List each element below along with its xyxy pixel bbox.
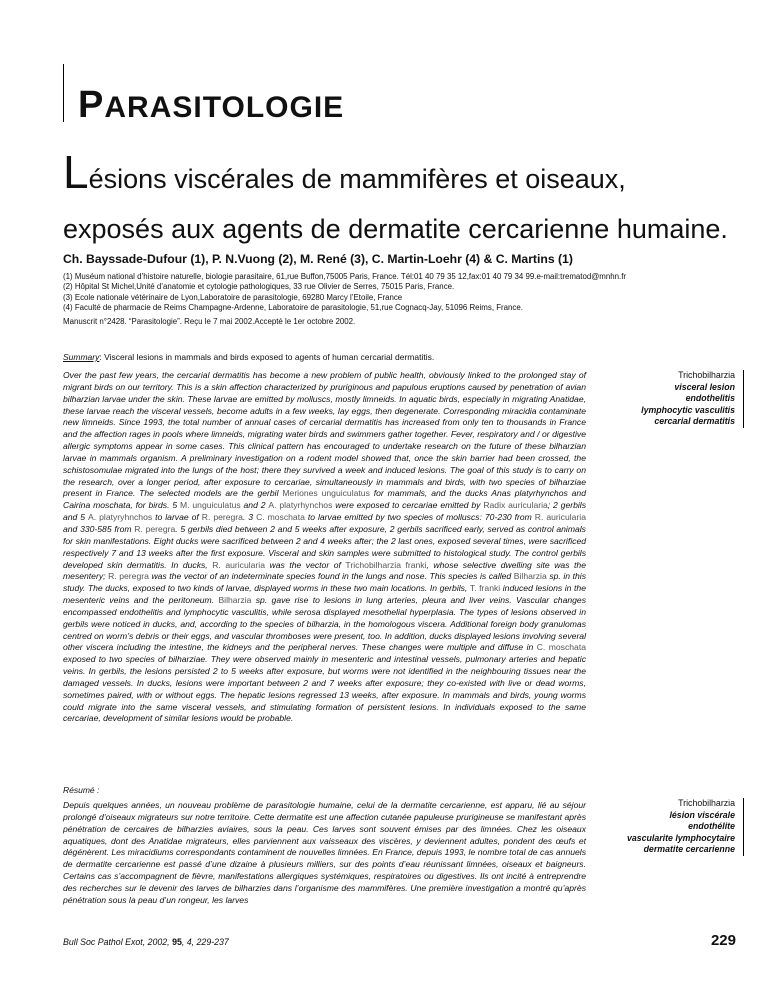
abstract-text: to larvae of xyxy=(152,512,202,523)
abstract-text: were exposed to cercariae emitted by xyxy=(332,500,484,511)
keyword: visceral lesion xyxy=(674,381,735,392)
affiliation: (3) Ecole nationale vétérinaire de Lyon,Laboratoire de parasitologie, 69280 Marcy l’Etoile, France xyxy=(63,292,403,302)
affiliation: (2) Hôpital St Michel,Unité d’anatomie et cytologie pathologiques, 33 rue Olivier de Serres, 75015 Paris, France. xyxy=(63,282,455,292)
title-dropcap: L xyxy=(63,146,89,198)
species-name: Trichobilharzia franki xyxy=(345,559,427,570)
species-name: C. moschata xyxy=(536,642,586,653)
species-name: Radix auricularia xyxy=(483,500,548,511)
keyword: lésion viscérale xyxy=(669,809,735,820)
species-name: R. peregra xyxy=(108,571,149,582)
affiliation: (1) Muséum national d’histoire naturelle, biologie parasitaire, 61,rue Buffon,75005 Paris, France. Tél:01 40 79 35 12,fax:01 40 79 34 99.e-mail:trematod@mnhn.fr xyxy=(63,272,627,281)
abstract-text: was the vector of xyxy=(264,559,346,570)
keyword: cercarial dermatitis xyxy=(654,416,735,427)
abstract-text: sp. in this study. The ducks, exposed to two kinds of larvae, displayed worms in these two main locations. In gerbils, xyxy=(63,571,586,594)
species-name: A. platyrhynchos xyxy=(268,500,333,511)
abstract-text: for mammals, and the ducks Anas platyrhynchos and Cairina moschata, for birds. 5 xyxy=(63,488,586,511)
journal-year: 2002, xyxy=(145,937,173,947)
keyword: dermatite cercarienne xyxy=(643,844,735,855)
species-name: A. platyryhnchos xyxy=(88,512,153,523)
keyword: vascularite lymphocytaire xyxy=(626,832,735,843)
journal-citation xyxy=(63,937,229,947)
manuscript-info: Manuscrit n°2428. “Parasitologie”. Reçu le 7 mai 2002.Accepté le 1er octobre 2002. xyxy=(63,317,356,326)
article-title xyxy=(63,146,753,249)
species-name: Bilharzia xyxy=(513,571,547,582)
species-name: C. moschata xyxy=(256,512,305,523)
journal-name: Bull Soc Pathol Exot, xyxy=(63,937,146,947)
keyword: endothélite xyxy=(688,821,735,832)
species-name: T. franki xyxy=(469,583,501,594)
keywords-french xyxy=(590,798,744,856)
title-line-2: exposés aux agents de dermatite cercarienne humaine. xyxy=(63,214,728,244)
resume-label: Résumé : xyxy=(63,785,100,795)
species-name: R. auricularia xyxy=(534,512,586,523)
section-initial: P xyxy=(78,84,105,126)
species-name: Meriones unguiculatus xyxy=(282,488,370,499)
abstract-text: and 330-585 from xyxy=(63,523,135,534)
summary-colon: : xyxy=(99,352,102,362)
header-rule xyxy=(63,64,64,122)
abstract-text: was the vector of an indeterminate species found in the lungs and nose. This species is called xyxy=(148,571,514,582)
keyword: Trichobilharzia xyxy=(678,370,735,380)
abstract-text: induced lesions in the mesenteric veins and the peritoneum. xyxy=(63,583,586,606)
summary-heading xyxy=(63,352,434,362)
species-name: Bilharzia xyxy=(218,595,252,606)
abstract-text: , whose selective dwelling site was the mesentery; xyxy=(63,559,586,582)
affiliation: (4) Faculté de pharmacie de Reims Champagne-Ardenne, Laboratoire de parasitologie, 51,rue Cognacq-Jay, 51096 Reims, France. xyxy=(63,302,523,312)
page-number: 229 xyxy=(710,932,736,949)
species-name: R. peregra xyxy=(134,523,176,534)
keyword: Trichobilharzia xyxy=(678,798,735,808)
journal-volume: 95 xyxy=(172,937,182,947)
summary-label: Summary xyxy=(63,352,100,362)
abstract-text: . 3 xyxy=(242,512,257,523)
abstract-english xyxy=(63,370,586,725)
author-list: Ch. Bayssade-Dufour (1), P. N.Vuong (2), M. René (3), C. Martin-Loehr (4) & C. Martins (1) xyxy=(63,252,573,266)
species-name: M. unguiculatus xyxy=(180,500,241,511)
keyword: lymphocytic vasculitis xyxy=(641,404,735,415)
keywords-english xyxy=(590,370,744,428)
section-heading xyxy=(78,84,344,127)
abstract-text: exposed to two species of bilharziae. They were observed mainly in mesenteric and intestinal vessels, pulmonary arteries and hepatic veins. In gerbils, the lesions persisted 2 to 5 weeks after exposure, but worms were not identified in the neighbouring tissues near the damaged vessels. In ducks, lesions were important between 2 and 7 weeks after exposure; they co-existed with live or dead worms, sometimes paired, with or without eggs. The hepatic lesions regressed 13 weeks, after exposure. In mammals and birds, young worms could migrate into the same visceral vessels, and stimulating formation of persistent lesions. In individuals exposed to the same cercariae, development of similar lesions would be probable. xyxy=(63,654,586,724)
abstract-text: Over the past few years, the cercarial dermatitis has become a new problem of public health, obviously linked to the prolonged stay of migrant birds on our territory. This is a skin affection characterized by pruriginous and papulous eruptions caused by penetration of avian bilharzian larvae under the skin. These larvae are emitted by molluscs, mostly limneids. In aquatic birds, especially in migrating Anatidae, these larvae reach the visceral vessels, become adults in a few weeks, lay eggs, then degenerate. Corresponding miracidia contaminate new limneids. Since 1993, the total number of annual cases of cercarial dermatitis has increased from only ten to thousands in France and the affection rages in pools where limneids, migrating water birds and swimmers gather together. Fever, respiratory and / or digestive allergic symptoms appear in some cases. This clinical pattern has encouraged to undertake research on the future of these bilharzian larvae in mammals organism. A preliminary investigation on a rodent model showed that, once the skin barrier had been crossed, the schistosomulae migrated into the lungs of the host; there they survived a week and induced lesions. The goal of this study is to carry on the research, over a longer period, after exposure to cercariae, simultaneously in mammals and birds, with two species of bilharziae present in France. The selected models are the gerbil xyxy=(63,370,586,499)
abstract-text: and 2 xyxy=(240,500,269,511)
summary-title: Visceral lesions in mammals and birds exposed to agents of human cercarial dermatitis. xyxy=(101,352,435,362)
section-rest: ARASITOLOGIE xyxy=(104,91,345,124)
keyword: endothelitis xyxy=(685,393,735,404)
title-line-1-text: ésions viscérales de mammifères et oiseaux, xyxy=(88,164,626,194)
affiliations xyxy=(63,272,626,313)
species-name: R. auricularia xyxy=(212,559,265,570)
abstract-text: to larvae emitted by two species of molluscs: 70-230 from xyxy=(304,512,535,523)
journal-issue-pages: , 4, 229-237 xyxy=(181,937,229,947)
species-name: R. peregra xyxy=(201,512,243,523)
title-line-1 xyxy=(63,146,753,199)
abstract-text: sp. gave rise to lesions in lung arteries, pleura and liver veins. Vascular changes encompassed endothelitis and lymphocytic vasculitis, while serosa displayed mesothelial hyperplasia. The types of lesions observed in gerbils were noticed in ducks, and, according to the species of bilharzia, in the homologous viscera. Additional foreign body granulomas centred on worm’s debris or their eggs, and vascular thromboses were present, too. In addition, ducks displayed lesions involving several other viscera including the intestine, the kidneys and the peripheral nerves. These changes were multiple and diffuse in xyxy=(63,595,586,653)
abstract-text: . 5 gerbils died between 2 and 5 weeks after exposure, 2 gerbils sacrificed early, served as control animals for skin manifestations. Eight ducks were sacrificed between 2 and 4 weeks after; the 2 last ones, exposed several times, were sacrificed respectively 7 and 13 weeks after the first exposure. Visceral and skin samples were submitted to histological study. The control gerbils developed skin dermatitis. In ducks, xyxy=(63,523,586,570)
abstract-text: ; 2 gerbils and 5 xyxy=(63,500,586,523)
resume-text: Depuis quelques années, un nouveau problème de parasitologie humaine, celui de la dermatite cercarienne, est apparu, lié au séjour prolongé d’oiseaux migrateurs sur notre territoire. Cette dermatite est une affection cutanée papuleuse prurigineuse se manifestant après pénétration de cercaires de bilharzies aviaires, sous la peau. Ces larves sont souvent émises par des limnées. Chez les oiseaux aquatiques, dont des Anatidae migrateurs, elles parviennent aux vaisseaux des viscères, y deviennent adultes, pondent des œufs et dégénèrent. Les miracidiums correspondants contaminent de nouvelles limnées. En France, depuis 1993, le nombre total de cas annuels de dermatite cercarienne est passé d’une dizaine à plusieurs milliers, sur des points d’eau réunissant limnées, oiseaux et baigneurs. Certains cas s’accompagnent de fièvre, manifestations allergiques systémiques, respiratoires ou digestives. Ils ont incité à entreprendre des recherches sur le devenir des larves de bilharzies dans l’organisme des mammifères. Une première investigation a montré qu’après pénétration sous la peau d’un rongeur, les larves xyxy=(63,800,586,905)
